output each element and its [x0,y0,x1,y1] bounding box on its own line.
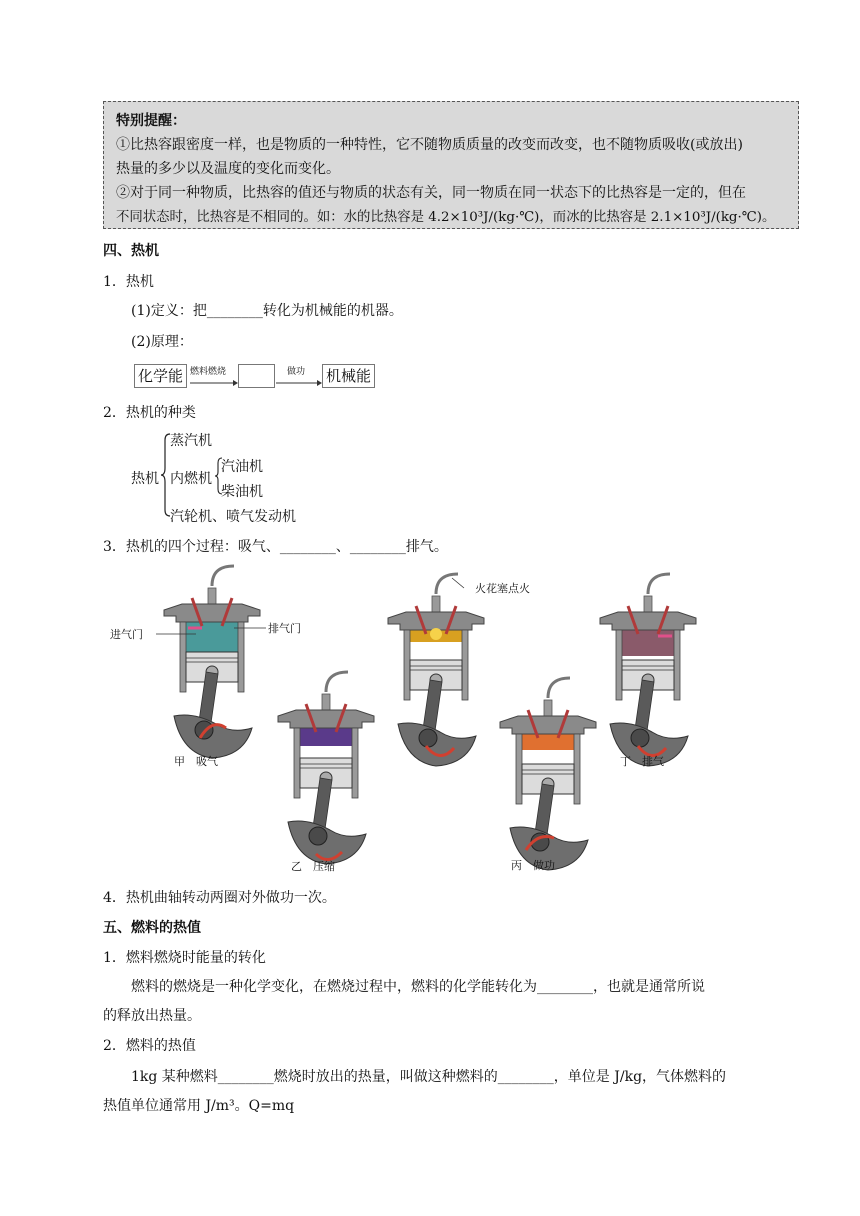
flow-box-chemical: 化学能 [134,364,187,388]
section5-item2: 2．燃料的热值 [103,1038,196,1054]
types-gasoline: 汽油机 [221,459,263,475]
flow-arrow-label-burning: 燃料燃烧 [190,367,227,377]
reminder-box [103,101,799,229]
section5-paragraph1-line1: 燃料的燃烧是一种化学变化，在燃烧过程中，燃料的化学能转化为________，也就是通常所说 [131,979,705,995]
heat-engine-principle: (2)原理： [131,334,193,350]
heat-engine-definition: (1)定义：把________转化为机械能的机器。 [131,303,403,319]
types-diesel: 柴油机 [221,484,263,500]
section4-item2: 2．热机的种类 [103,405,196,421]
label-stroke-c: 丙 做功 [511,859,555,872]
flow-arrow-label-work: 做功 [287,367,306,377]
label-stroke-d: 丁 排气 [620,755,664,768]
label-stroke-b: 乙 压缩 [291,860,335,873]
label-intake-valve: 进气门 [110,628,143,641]
label-exhaust-valve: 排气门 [268,622,301,635]
reminder-line-2: 热量的多少以及温度的变化而变化。 [116,161,340,177]
engine-strokes-illustration [100,570,800,880]
section5-paragraph1-line2: 的释放出热量。 [103,1008,201,1024]
section5-paragraph2-line2: 热值单位通常用 J/m³。Q=mq [103,1098,295,1114]
flow-arrow-1 [190,378,238,388]
section4-item3: 3．热机的四个过程：吸气、________、________排气。 [103,539,448,555]
types-root: 热机 [131,471,159,487]
reminder-title: 特别提醒： [116,113,186,129]
section5-heading: 五、燃料的热值 [103,920,201,936]
flow-box-mechanical: 机械能 [322,364,375,388]
reminder-line-3: ②对于同一种物质，比热容的值还与物质的状态有关，同一物质在同一状态下的比热容是一定的，但在 [116,185,746,201]
flow-box-blank [238,364,275,388]
section5-item1: 1．燃料燃烧时能量的转化 [103,950,266,966]
section5-paragraph2-line1: 1kg 某种燃料________燃烧时放出的热量，叫做这种燃料的________，单位是 J/kg，气体燃料的 [131,1069,727,1085]
types-ice: 内燃机 [170,471,212,487]
section4-item1: 1．热机 [103,274,154,290]
flow-arrow-2 [276,378,322,388]
label-stroke-a: 甲 吸气 [174,755,218,768]
types-steam: 蒸汽机 [170,433,212,449]
section4-item4: 4．热机曲轴转动两圈对外做功一次。 [103,890,336,906]
types-turbine: 汽轮机、喷气发动机 [170,509,296,525]
reminder-line-4: 不同状态时，比热容是不相同的。如：水的比热容是 4.2×10³J/(kg·℃)，而冰的比热容是 2.1×10³J/(kg·℃)。 [116,210,776,225]
section4-heading: 四、热机 [103,243,159,259]
reminder-line-1: ①比热容跟密度一样，也是物质的一种特性，它不随物质质量的改变而改变，也不随物质吸收(或放出) [116,137,743,153]
label-spark-plug: 火花塞点火 [475,582,530,595]
